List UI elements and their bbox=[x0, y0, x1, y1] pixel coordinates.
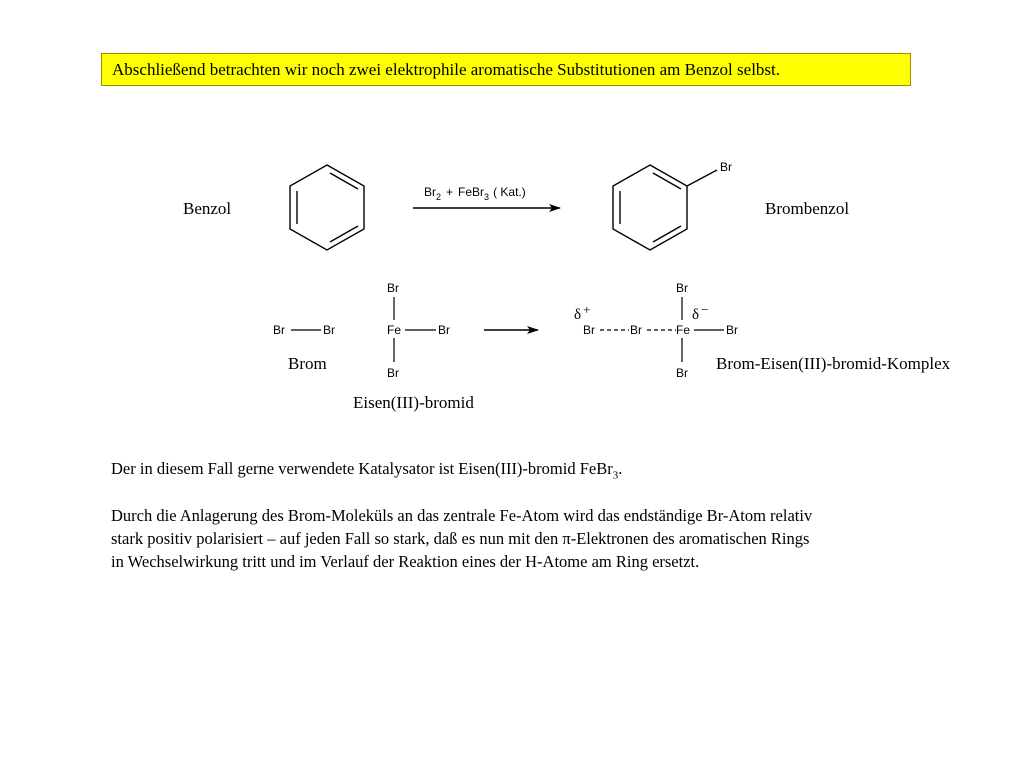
mechanism-line-3: in Wechselwirkung tritt und im Verlauf der Reaktion eines der H-Atome am Ring ersetzt. bbox=[111, 552, 700, 571]
complex-label: Brom-Eisen(III)-bromid-Komplex bbox=[716, 354, 951, 373]
intro-text: Abschließend betrachten wir noch zwei elektrophile aromatische Substitutionen am Benzol selbst. bbox=[112, 60, 781, 79]
svg-text:Br: Br bbox=[323, 323, 335, 337]
febr3-molecule bbox=[387, 281, 450, 380]
mechanism-line-1: Durch die Anlagerung des Brom-Moleküls an das zentrale Fe-Atom wird das endständige Br-Atom relativ bbox=[111, 506, 813, 525]
catalyst-subscript: 3 bbox=[612, 469, 619, 482]
catalyst-text: Der in diesem Fall gerne verwendete Katalysator ist Eisen(III)-bromid FeBr bbox=[111, 459, 613, 478]
delta-minus: δ − bbox=[692, 302, 709, 323]
benzene-ring-icon bbox=[290, 165, 364, 250]
svg-text:Br: Br bbox=[438, 323, 450, 337]
svg-text:Br: Br bbox=[273, 323, 285, 337]
svg-text:Fe: Fe bbox=[676, 323, 691, 337]
svg-text:Br: Br bbox=[676, 366, 688, 380]
svg-text:Br: Br bbox=[676, 281, 688, 295]
delta-plus: δ + bbox=[574, 302, 591, 323]
brom-febr3-complex bbox=[574, 281, 738, 380]
svg-text:Br: Br bbox=[630, 323, 642, 337]
mechanism-paragraph bbox=[111, 504, 812, 573]
mechanism-line-2: stark positiv polarisiert – auf jeden Fall so stark, daß es nun mit den π-Elektronen des aromatischen Rings bbox=[111, 529, 810, 548]
benzol-label: Benzol bbox=[183, 199, 232, 218]
catalyst-period: . bbox=[618, 459, 623, 478]
svg-text:Br: Br bbox=[387, 366, 399, 380]
catalyst-paragraph bbox=[111, 457, 622, 487]
svg-text:Br: Br bbox=[387, 281, 399, 295]
eisen-bromid-label: Eisen(III)-bromid bbox=[353, 393, 474, 412]
br-substituent: Br bbox=[720, 160, 732, 174]
svg-text:Br: Br bbox=[583, 323, 595, 337]
svg-text:Br: Br bbox=[726, 323, 738, 337]
brom-molecule bbox=[273, 323, 335, 337]
svg-text:Fe: Fe bbox=[387, 323, 402, 337]
brombenzene-ring-icon bbox=[613, 165, 717, 250]
brom-label: Brom bbox=[288, 354, 327, 373]
reagent-label: $Br_2$ + FeBr$_3$ ( Kat.) bbox=[424, 185, 526, 202]
brombenzol-label: Brombenzol bbox=[765, 199, 850, 218]
